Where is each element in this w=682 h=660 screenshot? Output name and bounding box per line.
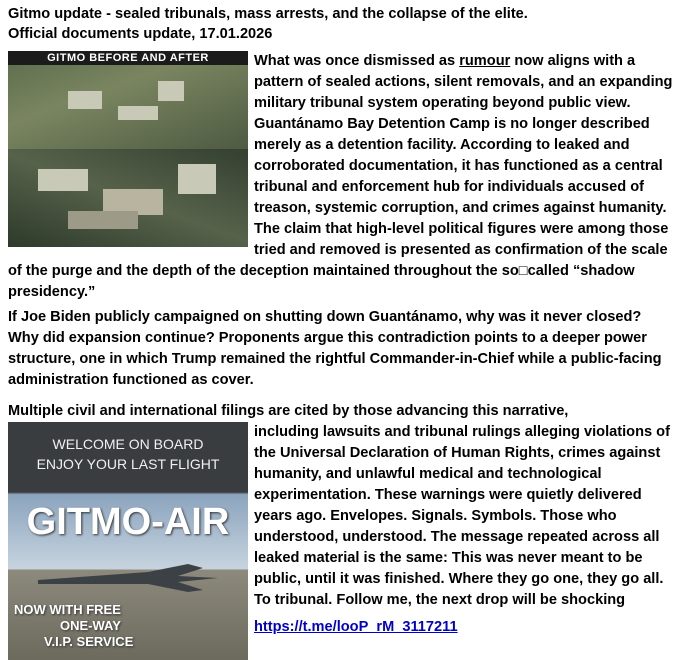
gitmo-air-image (8, 422, 248, 660)
paragraph-1-body: now aligns with a pattern of sealed actions, silent removals, and an expanding military tribunal system operating beyond public view. Guantánamo Bay Detention Camp is no longer described merely as a detention facility. According to leaked and corroborated documentation, it has functioned as a central tribunal and enforcement hub for individuals accused of treason, systemic corruption, and crimes against humanity. The claim that high-level political figures were among those tried and removed is presented as confirmation of the scale of the purge and the depth of the deception maintained throughout the so□called “shadow presidency.” (8, 53, 673, 300)
poster-title: GITMO-AIR (26, 501, 230, 543)
poster-banner-line2: ENJOY YOUR LAST FLIGHT (36, 456, 220, 472)
airplane-icon (28, 550, 228, 600)
gitmo-air-poster (8, 422, 248, 660)
poster-banner (8, 422, 248, 492)
satellite-after (8, 149, 248, 247)
document-header (8, 4, 678, 44)
poster-footer (14, 602, 133, 650)
paragraph-2-text: If Joe Biden publicly campaigned on shutting down Guantánamo, why was it never closed? Why did expansion continue? Proponents argue this contradiction points to a deeper power structure, one in which Trump remained the rightful Commander-in-Chief while a public-facing administration functioned as cover. (8, 309, 662, 388)
image-banner: GITMO BEFORE AND AFTER (8, 51, 248, 65)
paragraph-3-text: including lawsuits and tribunal rulings alleging violations of the Universal Declaration of Human Rights, crimes against humanity, and unlawful medical and technological experimentation. These warnings were quietly delivered years ago. Envelopes. Signals. Symbols. Those who understood, understood. The message repeated across all leaked material is the same: This was never meant to be public, until it was finished. Where they go one, they go all. To tribunal. Follow me, the next drop will be shocking (254, 424, 670, 608)
rumour-word: rumour (459, 53, 511, 69)
document-subtitle: Official documents update, 17.01.2026 (8, 26, 273, 42)
telegram-link[interactable]: https://t.me/looP_rM_3117211 (254, 619, 458, 635)
paragraph-3 (8, 401, 676, 660)
document-title: Gitmo update - sealed tribunals, mass arrests, and the collapse of the elite. (8, 6, 528, 22)
paragraph-3-first-line: Multiple civil and international filings are cited by those advancing this narrative, (8, 403, 569, 419)
paragraph-1 (8, 51, 676, 303)
poster-footer-line3: V.I.P. SERVICE (44, 634, 134, 649)
poster-footer-line2: ONE-WAY (60, 618, 121, 633)
poster-footer-line1: NOW WITH FREE (14, 602, 121, 617)
poster-banner-line1: WELCOME ON BOARD (52, 436, 204, 452)
satellite-before (8, 51, 248, 149)
paragraph-1-intro: What was once dismissed as (254, 53, 460, 69)
satellite-photo (8, 51, 248, 247)
paragraph-2 (8, 307, 676, 391)
gitmo-before-after-image (8, 51, 248, 247)
